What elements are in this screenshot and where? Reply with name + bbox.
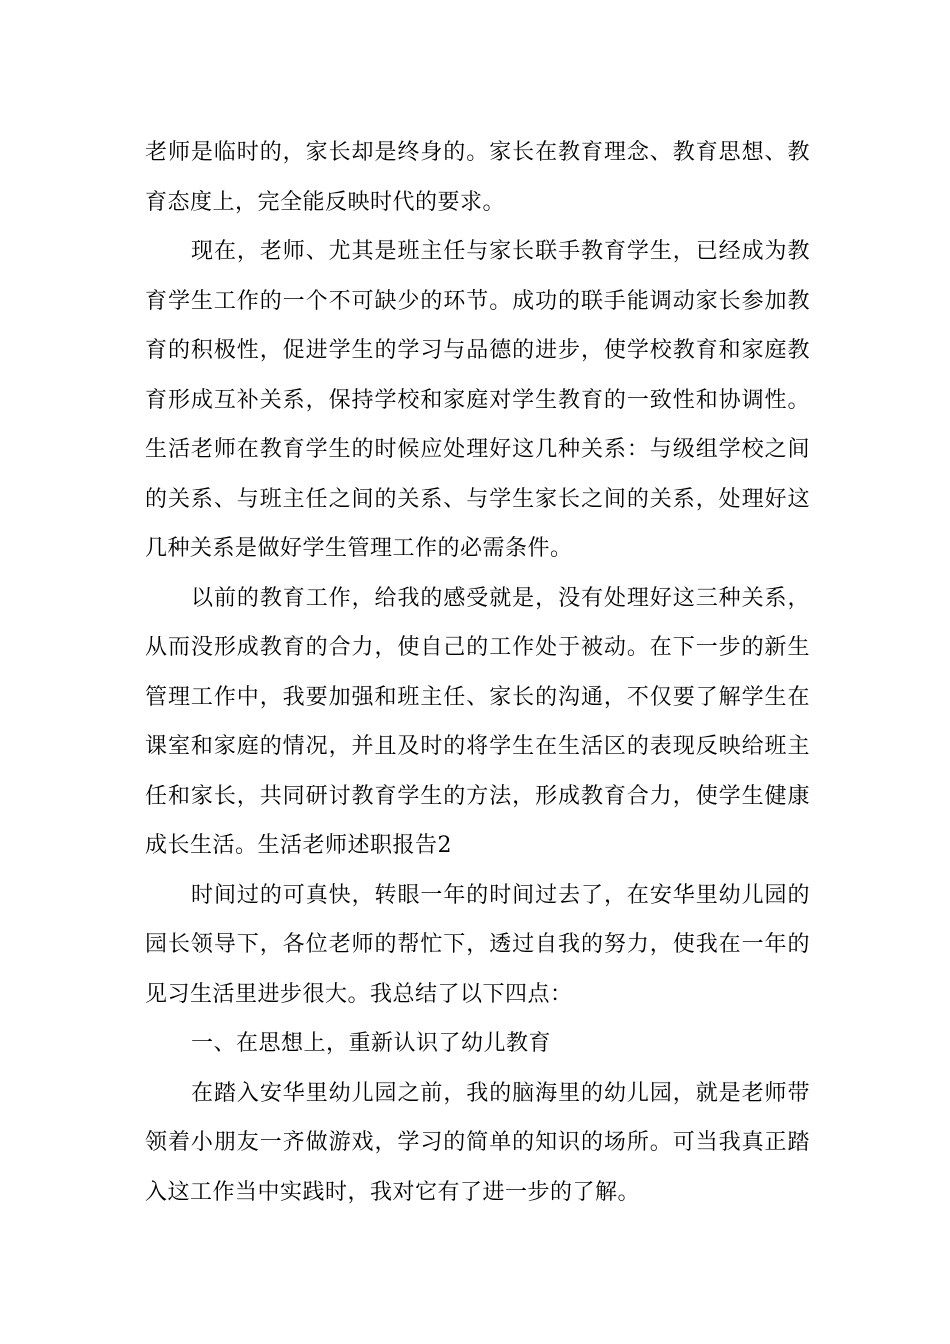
section-heading-1: 一、在思想上，重新认识了幼儿教育 xyxy=(191,1031,552,1056)
paragraph-1: 老师是临时的，家长却是终身的。家长在教育理念、教育思想、教育态度上，完全能反映时代的要求。 xyxy=(145,140,810,215)
paragraph-2: 现在，老师、尤其是班主任与家长联手教育学生，已经成为教育学生工作的一个不可缺少的环节。成功的联手能调动家长参加教育的积极性，促进学生的学习与品德的进步，使学校教育和家庭教育形成互补关系，保持学校和家庭对学生教育的一致性和协调性。生活老师在教育学生的时候应处理好这几种关系：与级组学校之间的关系、与班主任之间的关系、与学生家长之间的关系，处理好这几种关系是做好学生管理工作的必需条件。 xyxy=(145,239,810,561)
paragraph-5: 在踏入安华里幼儿园之前，我的脑海里的幼儿园，就是老师带领着小朋友一齐做游戏，学习的简单的知识的场所。可当我真正踏入这工作当中实践时，我对它有了进一步的了解。 xyxy=(145,1080,810,1205)
paragraph-3: 以前的教育工作，给我的感受就是，没有处理好这三种关系，从而没形成教育的合力，使自己的工作处于被动。在下一步的新生管理工作中，我要加强和班主任、家长的沟通，不仅要了解学生在课室和家庭的情况，并且及时的将学生在生活区的表现反映给班主任和家长，共同研讨教育学生的方法，形成教育合力，使学生健康成长生活。生活老师述职报告2 xyxy=(145,585,810,858)
paragraph-4: 时间过的可真快，转眼一年的时间过去了，在安华里幼儿园的园长领导下，各位老师的帮忙下，透过自我的努力，使我在一年的见习生活里进步很大。我总结了以下四点： xyxy=(145,882,810,1007)
document-body xyxy=(145,128,810,1217)
